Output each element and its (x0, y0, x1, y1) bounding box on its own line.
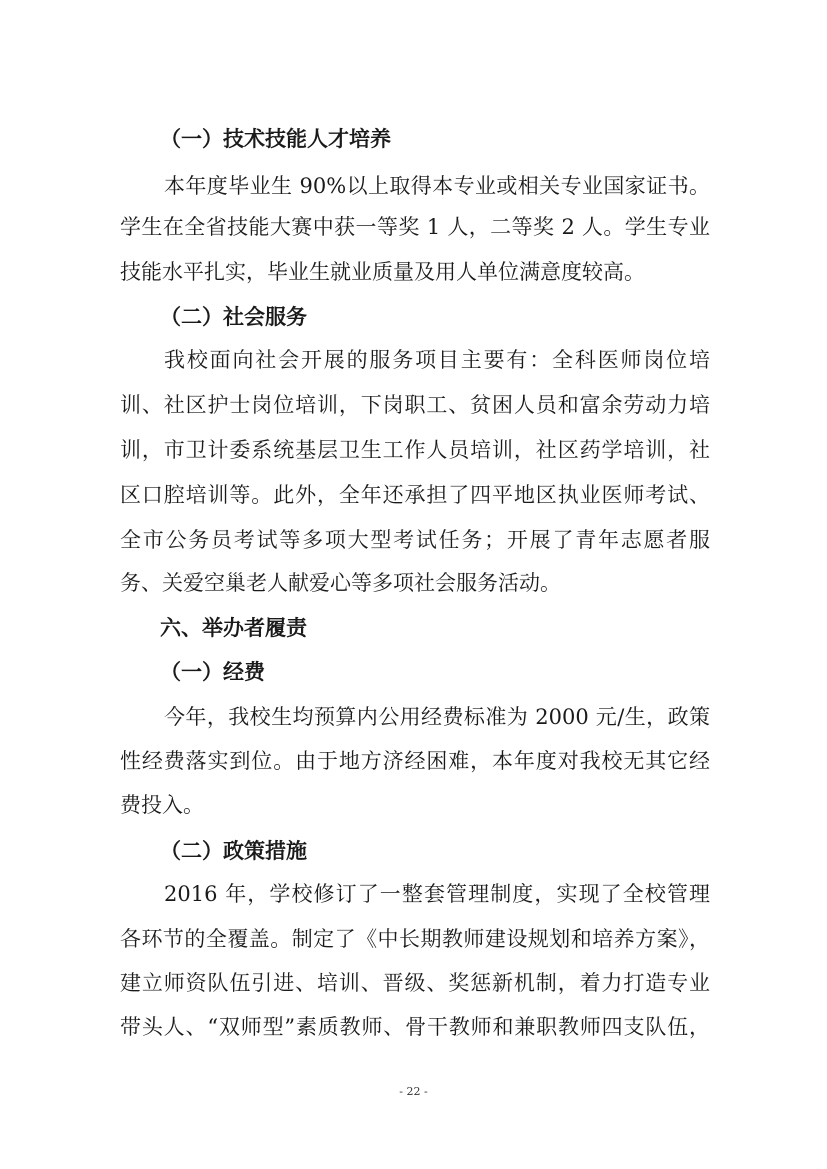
paragraph-line: 今年，我校生均预算内公用经费标准为 2000 元/生，政策 (164, 705, 710, 729)
page-number: - 22 - (399, 1085, 428, 1098)
paragraph-line: 性经费落实到位。由于地方济经困难，本年度对我校无其它经 (120, 749, 710, 773)
paragraph-line: 费投入。 (120, 793, 204, 817)
section-heading: （一）技术技能人才培养 (160, 127, 391, 151)
paragraph-line: 学生在全省技能大赛中获一等奖 1 人，二等奖 2 人。学生专业 (120, 215, 710, 239)
paragraph-line: 2016 年，学校修订了一整套管理制度，实现了全校管理 (164, 882, 710, 906)
chapter-heading: 六、举办者履责 (160, 616, 307, 640)
paragraph-line: 建立师资队伍引进、培训、晋级、奖惩新机制，着力打造专业 (120, 971, 710, 995)
paragraph-line: 务、关爱空巢老人献爱心等多项社会服务活动。 (120, 571, 561, 595)
paragraph-line: 区口腔培训等。此外，全年还承担了四平地区执业医师考试、 (120, 483, 710, 507)
paragraph-line: 各环节的全覆盖。制定了《中长期教师建设规划和培养方案》， (120, 927, 710, 951)
paragraph-line: 训，市卫计委系统基层卫生工作人员培训，社区药学培训，社 (120, 438, 710, 462)
paragraph-line: 技能水平扎实，毕业生就业质量及用人单位满意度较高。 (120, 260, 645, 284)
section-heading: （二）社会服务 (160, 305, 307, 329)
paragraph-line: 我校面向社会开展的服务项目主要有：全科医师岗位培 (164, 348, 710, 372)
section-heading: （一）经费 (160, 660, 265, 684)
paragraph-line: 带头人、“双师型”素质教师、骨干教师和兼职教师四支队伍， (120, 1015, 710, 1039)
section-heading: （二）政策措施 (160, 839, 307, 863)
paragraph-line: 训、社区护士岗位培训，下岗职工、贫困人员和富余劳动力培 (120, 393, 710, 417)
paragraph-line: 全市公务员考试等多项大型考试任务；开展了青年志愿者服 (120, 528, 710, 552)
paragraph-line: 本年度毕业生 90%以上取得本专业或相关专业国家证书。 (164, 174, 710, 198)
